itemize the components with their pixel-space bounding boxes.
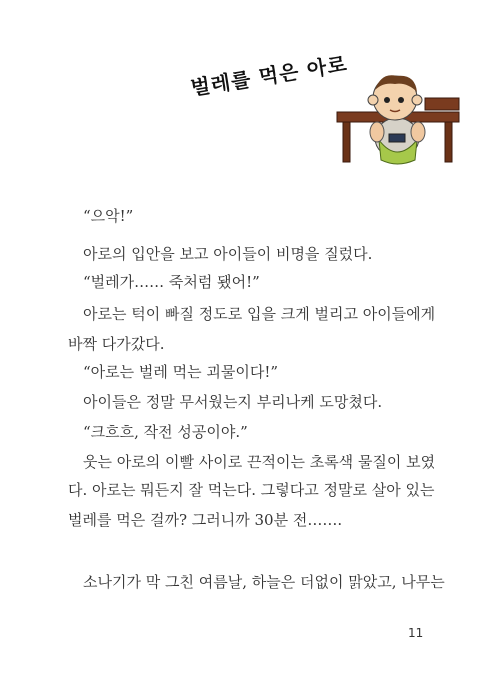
- paragraph-line: 벌레를 먹은 걸까? 그러니까 30분 전…….: [68, 511, 343, 529]
- paragraph-line: 바짝 다가갔다.: [68, 335, 165, 353]
- paragraph-line: 소나기가 막 그친 여름날, 하늘은 더없이 맑았고, 나무는: [83, 573, 445, 591]
- paragraph-line: “으악!”: [83, 207, 134, 225]
- paragraph-line: “아로는 벌레 먹는 괴물이다!”: [83, 363, 279, 381]
- paragraph-line: “크흐흐, 작전 성공이야.”: [83, 423, 248, 441]
- paragraph-line: 아로는 턱이 빠질 정도로 입을 크게 벌리고 아이들에게: [83, 305, 436, 323]
- paragraph-line: 아이들은 정말 무서웠는지 부리나케 도망쳤다.: [83, 393, 383, 411]
- paragraph-line: 다. 아로는 뭐든지 잘 먹는다. 그렇다고 정말로 살아 있는: [68, 481, 435, 499]
- page-number: 11: [408, 626, 424, 640]
- paragraph-line: 아로의 입안을 보고 아이들이 비명을 질렀다.: [83, 245, 373, 263]
- paragraph-line: 웃는 아로의 이빨 사이로 끈적이는 초록색 물질이 보였: [83, 453, 436, 471]
- boy-on-bench-illustration: [335, 68, 465, 172]
- paragraph-line: “벌레가…… 죽처럼 됐어!”: [83, 273, 260, 291]
- chapter-title: 벌레를 먹은 아로: [189, 51, 350, 101]
